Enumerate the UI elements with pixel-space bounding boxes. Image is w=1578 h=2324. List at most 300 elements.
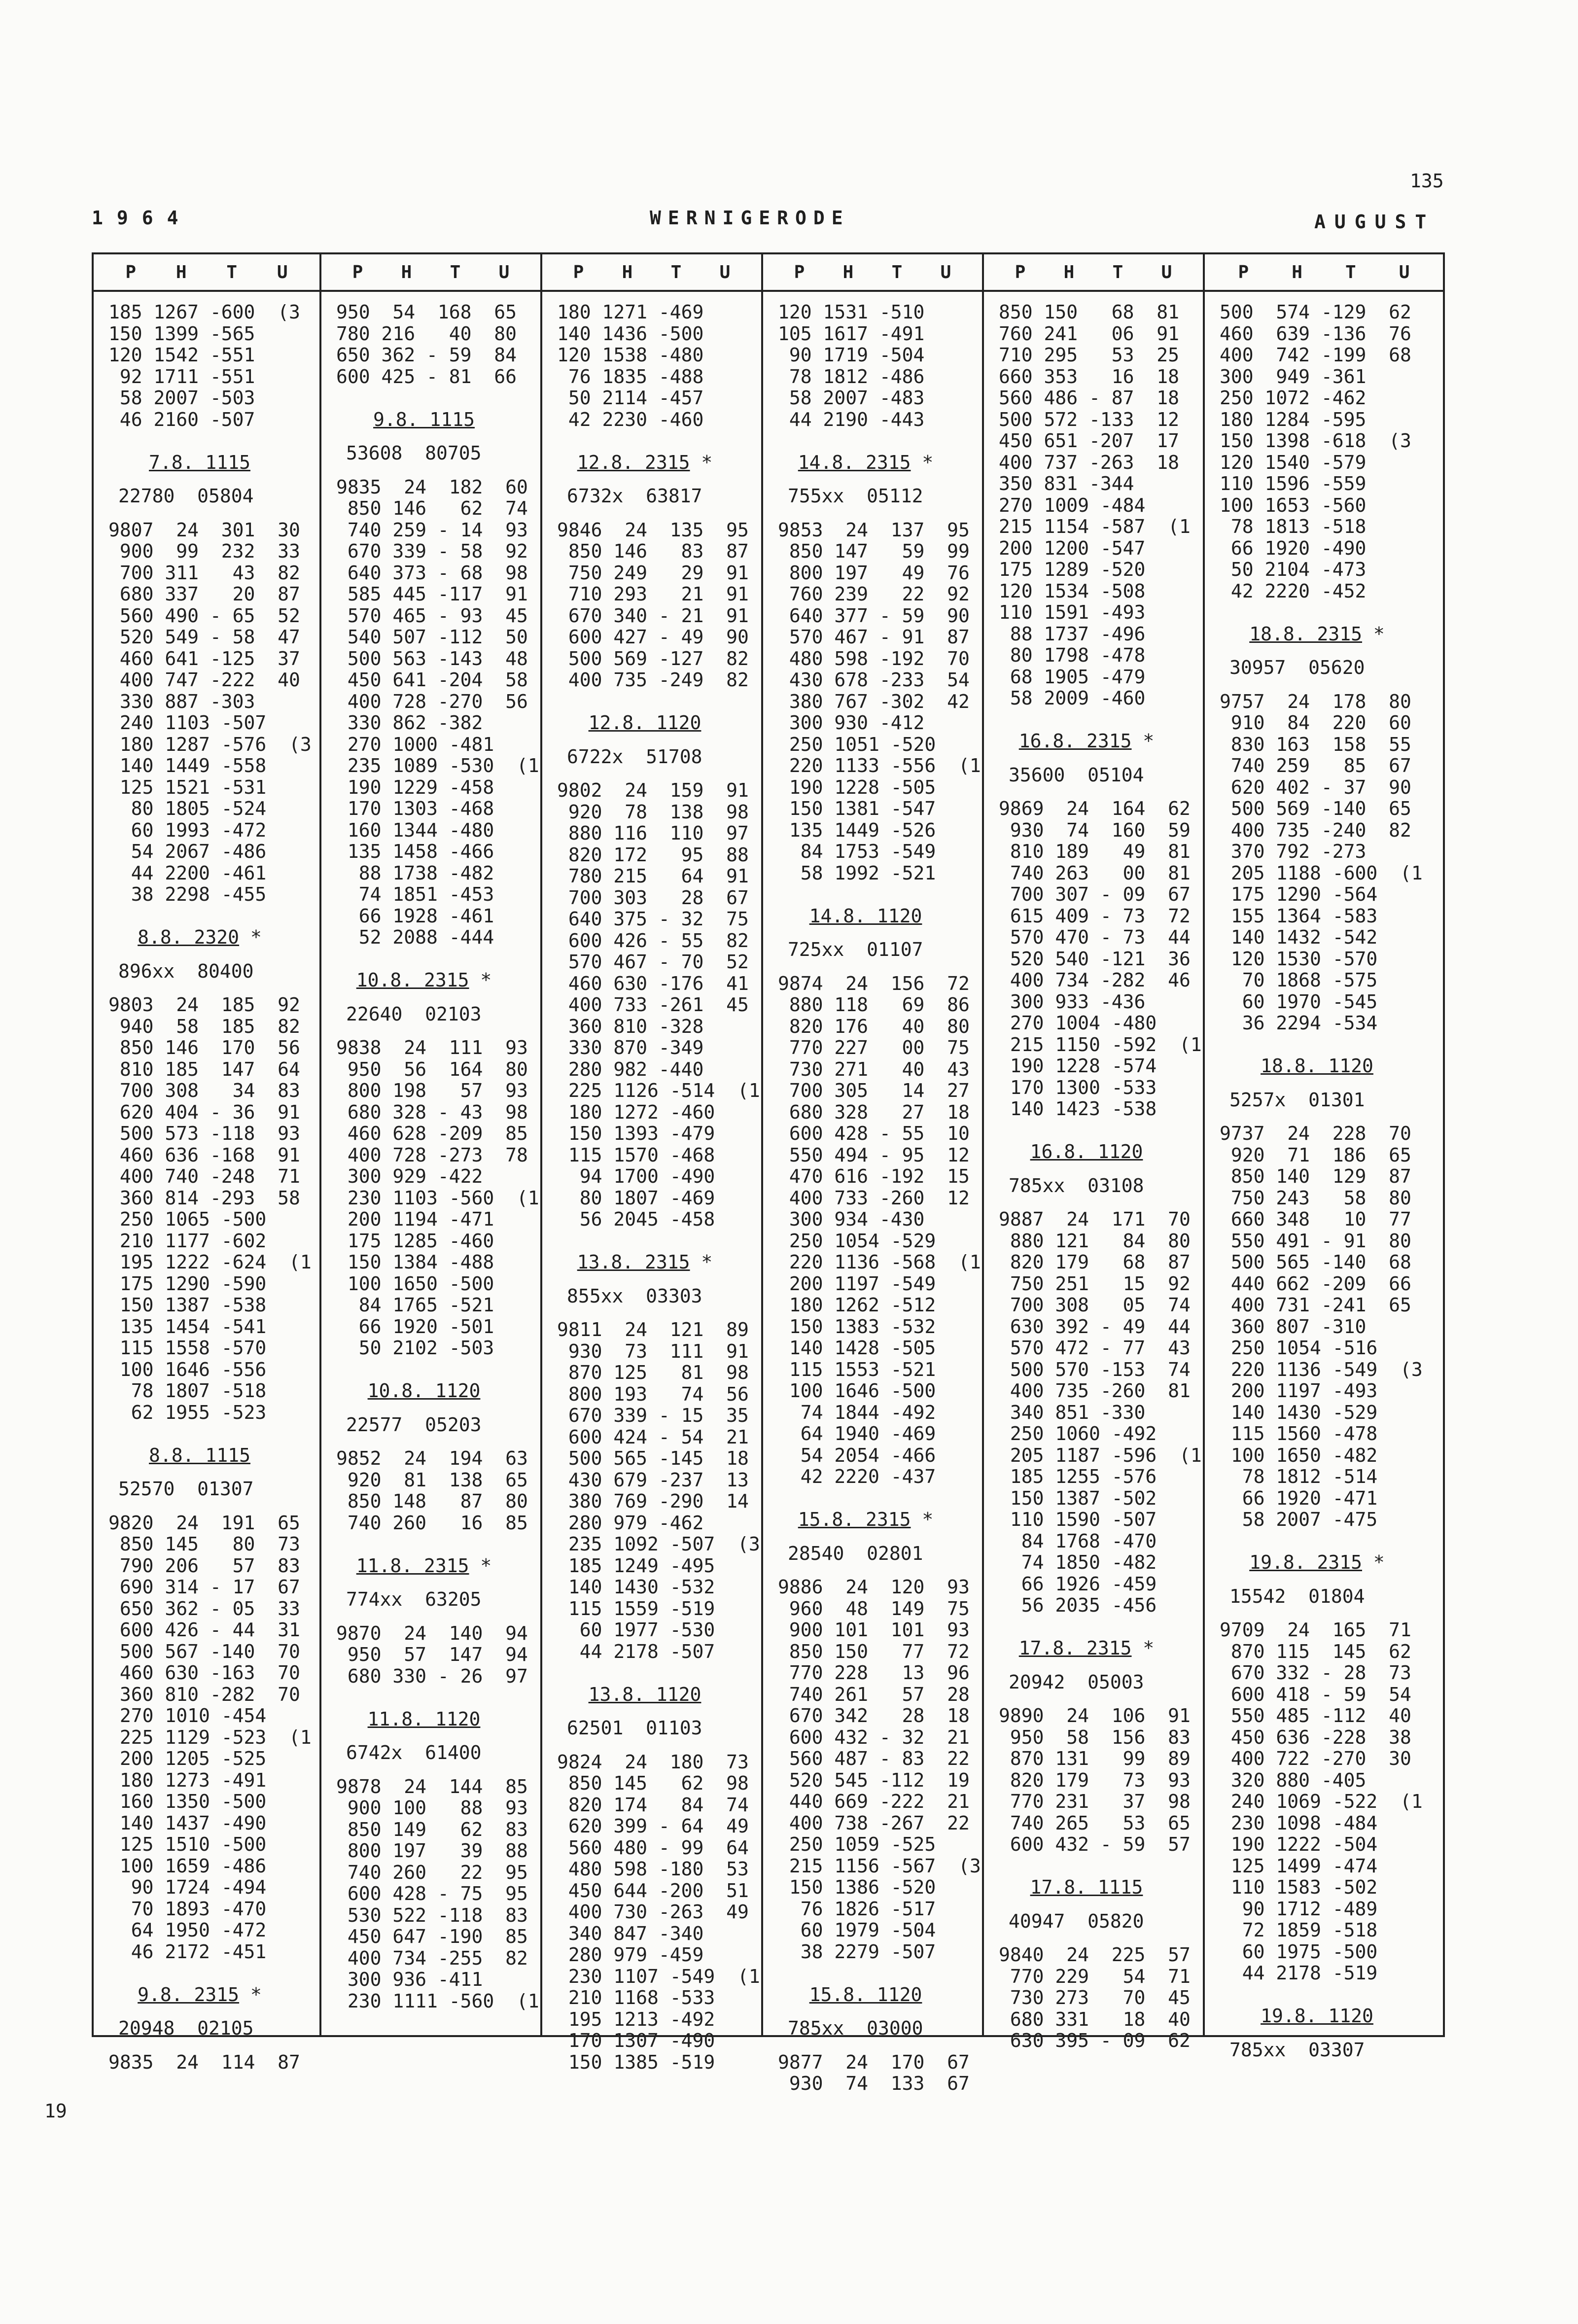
footer-number: 19 — [44, 2100, 67, 2122]
asterisk-mark: * — [239, 1983, 262, 2006]
table-row: 9803 24 185 92 — [108, 994, 300, 1016]
table-row: 600 432 - 32 21 — [778, 1726, 970, 1748]
table-row: 175 1289 -520 — [999, 559, 1146, 580]
code-spacer — [336, 1611, 531, 1623]
table-row: 320 880 -405 — [1220, 1769, 1367, 1791]
table-row: 195 1213 -492 — [557, 2008, 715, 2030]
code-spacer — [1220, 1607, 1434, 1620]
table-row: 700 308 05 74 — [999, 1294, 1191, 1316]
table-row: 170 1300 -533 — [999, 1076, 1157, 1098]
sounding-date-time: 10.8. 1120 — [367, 1380, 481, 1402]
table-row: 400 733 -261 45 — [557, 994, 749, 1016]
table-row: 760 239 22 92 — [778, 583, 970, 605]
table-row: 100 1659 -486 — [108, 1855, 267, 1877]
table-row: 280 979 -462 — [557, 1512, 704, 1534]
sounding-code: 20948 02105 — [118, 2017, 254, 2039]
sounding-title — [999, 1877, 1194, 1899]
table-row: 44 2178 -519 — [1220, 1962, 1378, 1984]
table-row: 700 305 14 27 — [778, 1080, 970, 1101]
table-row: 900 99 232 33 — [108, 540, 300, 562]
title-spacer — [336, 1730, 531, 1742]
table-row: 470 616 -192 15 — [778, 1165, 970, 1187]
table-row: 60 1975 -500 — [1220, 1940, 1378, 1963]
table-row: 880 116 110 97 — [557, 822, 749, 844]
sounding-code: 755xx 05112 — [788, 485, 923, 507]
table-row: 400 733 -260 12 — [778, 1187, 970, 1209]
table-row: 460 630 -176 41 — [557, 972, 749, 994]
table-row: 60 1970 -545 — [1220, 990, 1378, 1013]
table-row: 220 1136 -549 (3 — [1220, 1358, 1423, 1380]
sounding-date-time: 14.8. 1120 — [809, 905, 922, 927]
table-row: 230 1111 -560 (1 — [336, 1990, 539, 2012]
table-row: 570 467 - 70 52 — [557, 951, 749, 973]
table-row: 84 1765 -521 — [336, 1294, 494, 1316]
code-spacer — [1220, 679, 1434, 691]
table-row: 550 491 - 91 80 — [1220, 1230, 1411, 1252]
table-row: 46 2172 -451 — [108, 1940, 267, 1963]
table-row: 600 427 - 49 90 — [557, 626, 749, 648]
title-spacer — [336, 430, 531, 443]
sounding-date-time: 8.8. 1115 — [149, 1444, 250, 1466]
table-row: 400 735 -260 81 — [999, 1380, 1191, 1402]
table-row: 9887 24 171 70 — [999, 1208, 1191, 1230]
sounding-code: 62501 01103 — [567, 1717, 702, 1739]
block-gap — [778, 430, 973, 452]
sounding-title — [557, 712, 752, 734]
table-row: 670 339 - 15 35 — [557, 1405, 749, 1426]
table-row: 450 651 -207 17 — [999, 430, 1180, 452]
table-row: 340 847 -340 — [557, 1922, 704, 1944]
code-spacer — [108, 982, 311, 994]
code-spacer — [1220, 1111, 1434, 1123]
table-row: 190 1229 -458 — [336, 776, 494, 798]
table-row: 500 567 -140 70 — [108, 1640, 300, 1662]
table-row: 9835 24 182 60 — [336, 476, 528, 498]
table-row: 400 734 -255 82 — [336, 1947, 528, 1969]
table-row: 140 1437 -490 — [108, 1812, 267, 1834]
table-row: 9877 24 170 67 — [778, 2051, 970, 2073]
table-row: 780 215 64 91 — [557, 865, 749, 887]
table-row: 150 1387 -502 — [999, 1487, 1157, 1509]
table-row: 460 636 -168 91 — [108, 1144, 300, 1166]
table-row: 125 1510 -500 — [108, 1833, 267, 1855]
table-row: 820 179 73 93 — [999, 1769, 1191, 1791]
table-row: 50 2114 -457 — [557, 387, 704, 409]
code-spacer — [999, 1932, 1194, 1944]
table-row: 78 1807 -518 — [108, 1380, 267, 1402]
table-row: 215 1154 -587 (1 — [999, 516, 1191, 537]
table-row: 150 1387 -538 — [108, 1294, 267, 1316]
block-gap — [108, 1963, 311, 1984]
table-row: 58 2009 -460 — [999, 687, 1146, 709]
code-spacer — [557, 1307, 752, 1319]
title-spacer — [336, 1577, 531, 1589]
title-spacer — [1220, 1077, 1434, 1090]
asterisk-mark: * — [690, 1251, 713, 1273]
table-row: 9811 24 121 89 — [557, 1319, 749, 1340]
sounding-title — [999, 1638, 1194, 1659]
table-row: 650 362 - 59 84 — [336, 344, 517, 366]
sounding-code: 725xx 01107 — [788, 939, 923, 960]
header-year: 1964 — [92, 207, 192, 229]
table-row: 180 1287 -576 (3 — [108, 733, 312, 755]
block-gap — [336, 1359, 531, 1381]
table-row: 910 84 220 60 — [1220, 712, 1411, 734]
table-row: 9890 24 106 91 — [999, 1705, 1191, 1726]
table-column — [94, 254, 319, 2073]
column-header — [984, 254, 1203, 292]
table-row: 330 870 -349 — [557, 1037, 704, 1058]
table-row: 180 1271 -469 — [557, 301, 704, 323]
table-row: 100 1646 -556 — [108, 1358, 267, 1380]
column-header-label: H — [1063, 262, 1075, 282]
table-row: 120 1540 -579 — [1220, 451, 1367, 473]
table-row: 76 1826 -517 — [778, 1898, 936, 1920]
code-spacer — [778, 2040, 973, 2052]
code-spacer — [336, 1436, 531, 1448]
sounding-code: 53608 80705 — [346, 442, 482, 464]
table-row: 400 747 -222 40 — [108, 669, 300, 691]
column-header — [763, 254, 982, 292]
table-row: 560 480 - 99 64 — [557, 1836, 749, 1859]
table-row: 230 1103 -560 (1 — [336, 1187, 539, 1209]
table-row: 235 1092 -507 (3 — [557, 1533, 760, 1555]
block-gap — [108, 1423, 311, 1445]
table-row: 460 630 -163 70 — [108, 1662, 300, 1684]
table-row: 42 2220 -452 — [1220, 580, 1367, 602]
table-row: 115 1559 -519 — [557, 1597, 715, 1620]
table-row: 500 570 -153 74 — [999, 1358, 1191, 1380]
column-header-label: T — [891, 262, 903, 282]
block-gap — [1220, 1531, 1434, 1552]
sounding-code: 6742x 61400 — [346, 1742, 482, 1763]
table-row: 220 1133 -556 (1 — [778, 755, 981, 776]
table-row: 700 303 28 67 — [557, 886, 749, 909]
table-row: 740 265 53 65 — [999, 1812, 1191, 1834]
column-header-label: P — [573, 262, 584, 282]
table-row: 520 540 -121 36 — [999, 948, 1191, 970]
table-row: 620 399 - 64 49 — [557, 1815, 749, 1837]
table-row: 400 731 -241 65 — [1220, 1294, 1411, 1316]
column-header-label: U — [1161, 262, 1172, 282]
table-row: 850 150 77 72 — [778, 1640, 970, 1662]
table-row: 190 1228 -505 — [778, 776, 936, 798]
table-row: 440 662 -209 66 — [1220, 1272, 1411, 1295]
table-row: 110 1596 -559 — [1220, 473, 1367, 494]
table-row: 100 1653 -560 — [1220, 494, 1367, 516]
table-row: 175 1290 -590 — [108, 1272, 267, 1295]
column-header-label: U — [498, 262, 510, 282]
table-row: 400 730 -263 49 — [557, 1901, 749, 1923]
table-row: 460 639 -136 76 — [1220, 322, 1411, 345]
table-row: 400 742 -199 68 — [1220, 344, 1411, 366]
table-row: 820 179 68 87 — [999, 1251, 1191, 1273]
table-row: 66 1926 -459 — [999, 1573, 1157, 1595]
code-spacer — [336, 1764, 531, 1776]
table-row: 195 1222 -624 (1 — [108, 1251, 312, 1273]
title-spacer — [1220, 2027, 1434, 2040]
table-row: 300 936 -411 — [336, 1969, 483, 1990]
table-row: 9835 24 114 87 — [108, 2051, 300, 2073]
title-spacer — [778, 2006, 973, 2018]
table-row: 790 206 57 83 — [108, 1554, 300, 1577]
table-row: 66 1920 -471 — [1220, 1487, 1378, 1509]
sounding-code: 785xx 03108 — [1009, 1174, 1144, 1197]
table-row: 640 375 - 32 75 — [557, 908, 749, 930]
table-row: 140 1430 -529 — [1220, 1401, 1378, 1423]
table-row: 380 769 -290 14 — [557, 1490, 749, 1512]
title-spacer — [999, 1659, 1194, 1672]
table-row: 78 1812 -486 — [778, 365, 925, 387]
table-row: 44 2178 -507 — [557, 1640, 715, 1662]
table-row: 44 2190 -443 — [778, 408, 925, 430]
table-row: 9737 24 228 70 — [1220, 1123, 1411, 1144]
table-row: 850 147 59 99 — [778, 540, 970, 562]
table-row: 930 74 160 59 — [999, 819, 1191, 841]
title-spacer — [1220, 1574, 1434, 1586]
sounding-title — [108, 452, 311, 474]
table-row: 9824 24 180 73 — [557, 1751, 749, 1773]
asterisk-mark: * — [469, 969, 492, 991]
table-row: 9852 24 194 63 — [336, 1447, 528, 1469]
sounding-title — [1220, 1552, 1434, 1574]
title-spacer — [336, 1402, 531, 1414]
table-row: 42 2230 -460 — [557, 408, 704, 430]
table-row: 150 1381 -547 — [778, 798, 936, 819]
table-column — [319, 254, 540, 2035]
sounding-title — [557, 1252, 752, 1273]
column-header-label: U — [1399, 262, 1410, 282]
table-row: 850 146 62 74 — [336, 497, 528, 519]
table-row: 100 1650 -482 — [1220, 1444, 1378, 1466]
table-row: 740 261 57 28 — [778, 1683, 970, 1705]
table-row: 66 1920 -490 — [1220, 537, 1367, 559]
table-row: 700 311 43 82 — [108, 562, 300, 584]
table-row: 9869 24 164 62 — [999, 798, 1191, 819]
table-row: 810 189 49 81 — [999, 841, 1191, 862]
table-row: 650 362 - 05 33 — [108, 1597, 300, 1620]
table-row: 120 1542 -551 — [108, 344, 255, 366]
sounding-title — [336, 970, 531, 991]
table-row: 850 148 87 80 — [336, 1490, 528, 1512]
sounding-date-time: 14.8. 2315 — [798, 451, 911, 473]
sounding-code: 785xx 03307 — [1229, 2039, 1365, 2061]
table-row: 135 1458 -466 — [336, 841, 494, 862]
table-row: 140 1423 -538 — [999, 1098, 1157, 1120]
table-row: 38 2298 -455 — [108, 883, 267, 905]
title-spacer — [557, 734, 752, 746]
table-row: 280 979 -459 — [557, 1944, 704, 1966]
table-row: 70 1893 -470 — [108, 1898, 267, 1920]
table-row: 460 641 -125 37 — [108, 647, 300, 669]
block-gap — [336, 1534, 531, 1555]
table-row: 680 328 27 18 — [778, 1101, 970, 1123]
table-row: 770 231 37 98 — [999, 1791, 1191, 1812]
table-row: 550 485 -112 40 — [1220, 1705, 1411, 1726]
table-row: 46 2160 -507 — [108, 408, 255, 430]
table-row: 66 1920 -501 — [336, 1315, 494, 1338]
table-row: 88 1737 -496 — [999, 623, 1146, 645]
table-row: 850 145 80 73 — [108, 1533, 300, 1555]
column-header-label: T — [1112, 262, 1123, 282]
table-row: 460 628 -209 85 — [336, 1123, 528, 1144]
table-row: 84 1768 -470 — [999, 1530, 1157, 1552]
table-row: 80 1805 -524 — [108, 798, 267, 819]
title-spacer — [108, 2006, 311, 2018]
table-row: 150 1383 -532 — [778, 1315, 936, 1338]
table-row: 700 308 34 83 — [108, 1080, 300, 1101]
table-row: 850 149 62 83 — [336, 1818, 528, 1840]
table-row: 920 78 138 98 — [557, 801, 749, 823]
table-row: 62 1955 -523 — [108, 1401, 267, 1423]
sounding-title — [557, 1684, 752, 1706]
table-row: 680 328 - 43 98 — [336, 1101, 528, 1123]
code-spacer — [108, 507, 311, 520]
table-row: 105 1617 -491 — [778, 322, 925, 345]
table-row: 710 293 21 91 — [557, 583, 749, 605]
table-row: 205 1188 -600 (1 — [1220, 862, 1423, 884]
table-row: 150 1393 -479 — [557, 1123, 715, 1144]
column-body — [321, 292, 540, 2012]
table-row: 160 1350 -500 — [108, 1791, 267, 1812]
table-row: 520 549 - 58 47 — [108, 626, 300, 648]
table-row: 125 1521 -531 — [108, 776, 267, 798]
title-spacer — [778, 473, 973, 486]
table-row: 850 145 62 98 — [557, 1772, 749, 1794]
table-row: 58 1992 -521 — [778, 862, 936, 884]
table-row: 115 1558 -570 — [108, 1337, 267, 1359]
table-row: 740 263 00 81 — [999, 862, 1191, 884]
table-row: 360 814 -293 58 — [108, 1187, 300, 1209]
table-row: 500 573 -118 93 — [108, 1123, 300, 1144]
block-gap — [108, 906, 311, 927]
table-row: 500 569 -127 82 — [557, 647, 749, 669]
table-row: 950 56 164 80 — [336, 1058, 528, 1080]
table-row: 250 1072 -462 — [1220, 387, 1367, 409]
table-row: 58 2007 -503 — [108, 387, 255, 409]
table-row: 200 1205 -525 — [108, 1748, 267, 1769]
asterisk-mark: * — [469, 1554, 492, 1577]
column-header-label: P — [1238, 262, 1249, 282]
title-spacer — [108, 1466, 311, 1479]
table-row: 110 1583 -502 — [1220, 1876, 1378, 1898]
table-column — [1203, 254, 1443, 2061]
sounding-date-time: 15.8. 2315 — [798, 1509, 911, 1530]
code-spacer — [108, 1500, 311, 1513]
table-row: 670 332 - 28 73 — [1220, 1662, 1411, 1684]
table-row: 300 929 -422 — [336, 1165, 483, 1187]
sounding-code: 30957 05620 — [1229, 657, 1365, 678]
table-row: 810 185 147 64 — [108, 1058, 300, 1080]
table-row: 740 260 16 85 — [336, 1512, 528, 1534]
sounding-date-time: 9.8. 2315 — [138, 1983, 240, 2006]
sounding-date-time: 8.8. 2320 — [138, 926, 240, 948]
table-row: 225 1129 -523 (1 — [108, 1726, 312, 1748]
table-row: 620 402 - 37 90 — [1220, 776, 1411, 798]
table-row: 640 377 - 59 90 — [778, 604, 970, 627]
column-header-label: T — [226, 262, 238, 282]
table-row: 950 54 168 65 — [336, 301, 517, 323]
column-header-label: H — [401, 262, 412, 282]
asterisk-mark: * — [1362, 1551, 1385, 1573]
table-row: 830 163 158 55 — [1220, 733, 1411, 755]
table-column — [982, 254, 1203, 2051]
table-row: 500 565 -140 68 — [1220, 1251, 1411, 1273]
table-row: 175 1285 -460 — [336, 1230, 494, 1252]
table-row: 66 1928 -461 — [336, 905, 494, 927]
table-row: 700 307 - 09 67 — [999, 883, 1191, 905]
table-row: 670 339 - 58 92 — [336, 540, 528, 562]
table-row: 585 445 -117 91 — [336, 583, 528, 605]
code-spacer — [557, 1739, 752, 1752]
sounding-title — [778, 1984, 973, 2006]
table-row: 500 563 -143 48 — [336, 647, 528, 669]
block-gap — [778, 884, 973, 906]
table-row: 180 1262 -512 — [778, 1294, 936, 1316]
table-row: 235 1089 -530 (1 — [336, 755, 539, 776]
table-row: 500 572 -133 12 — [999, 408, 1180, 430]
sounding-title — [778, 452, 973, 474]
table-row: 740 259 85 67 — [1220, 755, 1411, 776]
table-row: 750 249 29 91 — [557, 562, 749, 584]
table-row: 76 1835 -488 — [557, 365, 704, 387]
asterisk-mark: * — [1131, 1637, 1155, 1659]
table-row: 270 1009 -484 — [999, 494, 1146, 516]
sounding-date-time: 12.8. 2315 — [577, 451, 690, 473]
table-row: 215 1150 -592 (1 — [999, 1033, 1202, 1056]
sounding-code: 28540 02801 — [788, 1542, 923, 1564]
table-row: 135 1454 -541 — [108, 1315, 267, 1338]
table-row: 680 330 - 26 97 — [336, 1665, 528, 1687]
table-row: 300 934 -430 — [778, 1208, 925, 1230]
column-header-label: H — [1292, 262, 1302, 282]
table-row: 140 1430 -532 — [557, 1576, 715, 1598]
column-header-label: H — [175, 262, 187, 282]
table-row: 115 1553 -521 — [778, 1358, 936, 1380]
table-row: 90 1719 -504 — [778, 344, 925, 366]
table-row: 185 1267 -600 (3 — [108, 301, 300, 323]
sounding-title — [336, 1709, 531, 1730]
table-row: 400 728 -273 78 — [336, 1144, 528, 1166]
table-row: 920 81 138 65 — [336, 1469, 528, 1491]
sounding-code: 35600 05104 — [1009, 764, 1144, 786]
code-spacer — [336, 1025, 531, 1037]
asterisk-mark: * — [1131, 730, 1155, 752]
sounding-title — [999, 731, 1194, 752]
table-row: 42 2220 -437 — [778, 1466, 936, 1487]
table-row: 630 395 - 09 62 — [999, 2030, 1191, 2051]
table-row: 760 241 06 91 — [999, 322, 1180, 345]
table-row: 800 197 39 88 — [336, 1840, 528, 1862]
code-spacer — [557, 768, 752, 780]
table-row: 250 1054 -516 — [1220, 1337, 1378, 1359]
table-row: 670 340 - 21 91 — [557, 604, 749, 627]
table-row: 210 1177 -602 — [108, 1230, 267, 1252]
sounding-code: 896xx 80400 — [118, 960, 254, 982]
sounding-code: 52570 01307 — [118, 1478, 254, 1500]
column-header-label: P — [1015, 262, 1026, 282]
table-row: 250 1054 -529 — [778, 1230, 936, 1252]
page-number: 135 — [1410, 170, 1444, 192]
title-spacer — [557, 1705, 752, 1718]
table-row: 9853 24 137 95 — [778, 519, 970, 541]
sounding-title — [557, 452, 752, 474]
sounding-date-time: 18.8. 2315 — [1249, 623, 1362, 645]
asterisk-mark: * — [911, 451, 934, 473]
table-row: 180 1272 -460 — [557, 1101, 715, 1123]
table-row: 60 1977 -530 — [557, 1619, 715, 1641]
table-row: 270 1000 -481 — [336, 733, 494, 755]
